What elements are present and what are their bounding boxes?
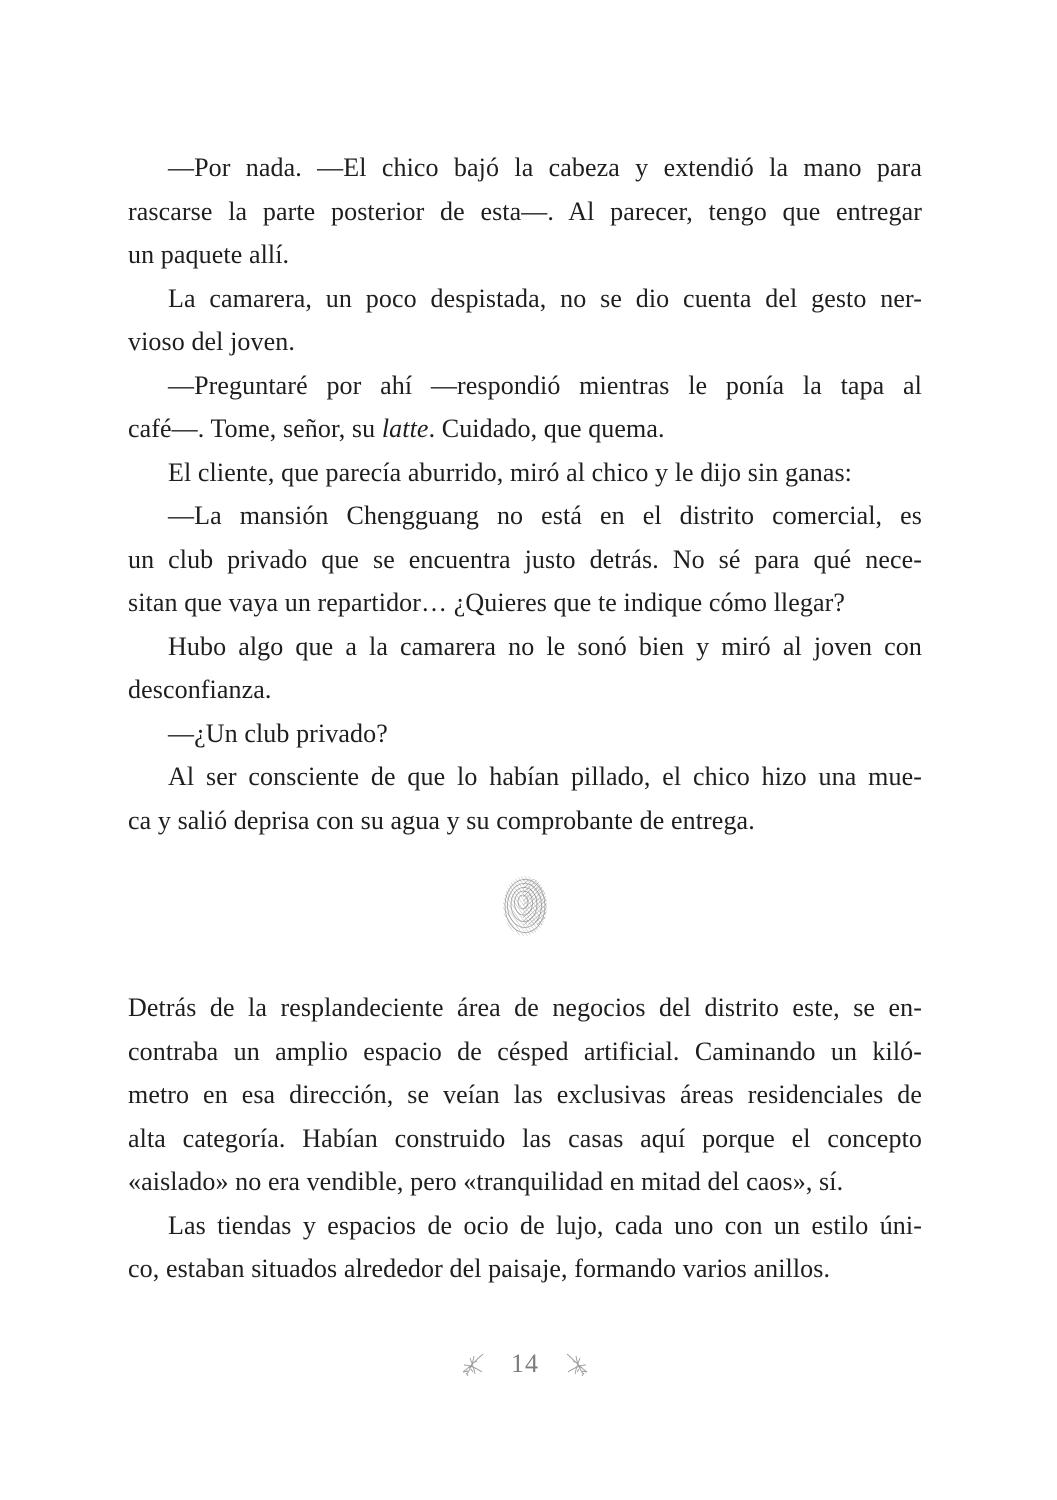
paragraph [128,364,922,451]
page-number: 14 [511,1349,539,1378]
paragraph [128,146,922,277]
section-divider [128,880,922,946]
text-line: metro en esa dirección, se veían las exclusivas áreas residenciales de [128,1080,922,1109]
text-line: contraba un amplio espacio de césped artificial. Caminando un kiló- [128,1036,922,1066]
text-line: —Preguntaré por ahí —respondió mientras le ponía la tapa al [168,370,922,400]
text-line: un paquete allí. [128,240,290,269]
paragraph [128,625,922,712]
page-footer [128,1348,922,1380]
paragraph [128,451,922,495]
text-line: «aislado» no era vendible, pero «tranquilidad en mitad del caos», sí. [128,1167,844,1196]
text-line: Al ser consciente de que lo habían pillado, el chico hizo una mue- [168,762,922,791]
paragraph [128,755,922,842]
paragraph [128,277,922,364]
paragraph [128,1204,922,1291]
text-line: ca y salió deprisa con su agua y su comprobante de entrega. [128,805,755,835]
text-line: café—. Tome, señor, su latte. Cuidado, que quema. [128,414,665,443]
text-line: —La mansión Chengguang no está en el distrito comercial, es [168,501,922,530]
text-line: —¿Un club privado? [168,718,388,748]
text-section-2 [128,986,922,1291]
text-line: alta categoría. Habían construido las casas aquí porque el concepto [128,1123,922,1153]
text-line: sitan que vaya un repartidor… ¿Quieres que te indique cómo llegar? [128,588,846,617]
text-line: Las tiendas y espacios de ocio de lujo, cada uno con un estilo úni- [168,1210,922,1240]
text-line: rascarse la parte posterior de esta—. Al parecer, tengo que entregar [128,196,922,226]
text-line: La camarera, un poco despistada, no se dio cuenta del gesto ner- [168,283,922,313]
text-line: desconfianza. [128,675,272,704]
text-line: un club privado que se encuentra justo detrás. No sé para qué nece- [128,544,922,574]
fingerprint-ornament-icon [500,873,550,953]
floral-sprig-left-icon [459,1348,489,1380]
text-line: co, estaban situados alrededor del paisaje, formando varios anillos. [128,1254,831,1283]
text-line: Detrás de la resplandeciente área de negocios del distrito este, se en- [128,993,922,1022]
page-body [128,146,922,1291]
text-line: —Por nada. —El chico bajó la cabeza y extendió la mano para [168,153,922,182]
text-section-1 [128,146,922,842]
text-line: El cliente, que parecía aburrido, miró al chico y le dijo sin ganas: [168,457,853,487]
text-line: Hubo algo que a la camarera no le sonó bien y miró al joven con [168,631,922,661]
paragraph [128,986,922,1204]
floral-sprig-right-icon [561,1348,591,1380]
paragraph [128,494,922,625]
paragraph [128,712,922,756]
text-line: vioso del joven. [128,327,295,356]
